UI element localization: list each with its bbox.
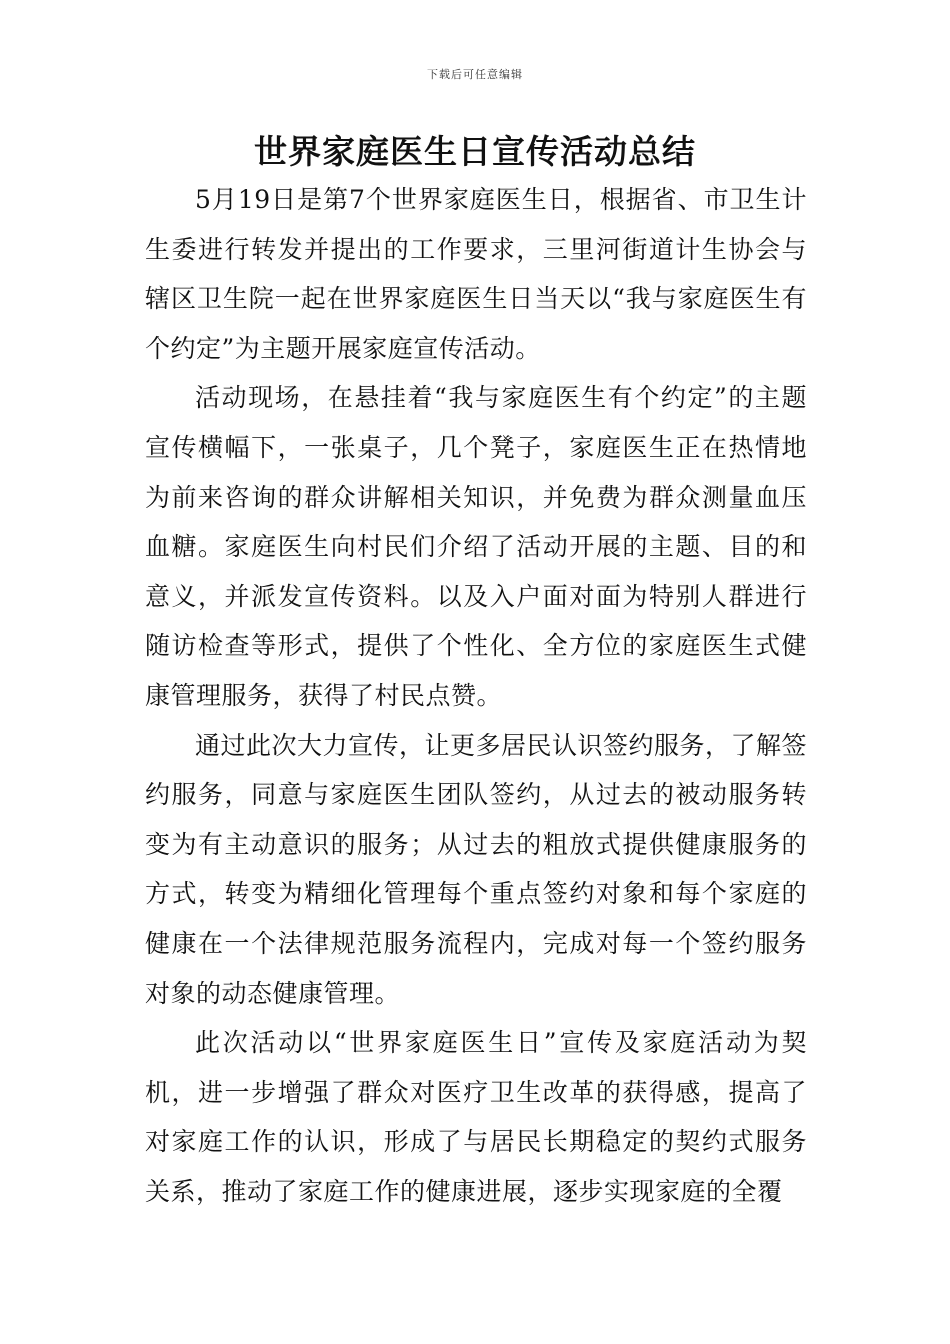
paragraph-2: 活动现场，在悬挂着“我与家庭医生有个约定”的主题宣传横幅下，一张桌子，几个凳子，家庭医生正在热情地为前来咨询的群众讲解相关知识，并免费为群众测量血压血糖。家庭医生向村民们介绍了活动开展的主题、目的和意义，并派发宣传资料。以及入户面对面为特别人群进行随访检查等形式，提供了个性化、全方位的家庭医生式健康管理服务，获得了村民点赞。 bbox=[145, 383, 807, 710]
header-note: 下载后可任意编辑 bbox=[427, 68, 523, 81]
paragraph-3: 通过此次大力宣传，让更多居民认识签约服务，了解签约服务，同意与家庭医生团队签约，从过去的被动服务转变为有主动意识的服务；从过去的粗放式提供健康服务的方式，转变为精细化管理每个重点签约对象和每个家庭的健康在一个法律规范服务流程内，完成对每一个签约服务对象的动态健康管理。 bbox=[145, 730, 808, 1008]
paragraph-1: 5月19日是第7个世界家庭医生日，根据省、市卫生计生委进行转发并提出的工作要求，三里河街道计生协会与辖区卫生院一起在世界家庭医生日当天以“我与家庭医生有个约定”为主题开展家庭宣传活动。 bbox=[145, 185, 807, 363]
document-body bbox=[145, 175, 807, 1216]
document-title: 世界家庭医生日宣传活动总结 bbox=[254, 132, 696, 171]
paragraph-4: 此次活动以“世界家庭医生日”宣传及家庭活动为契机，进一步增强了群众对医疗卫生改革的获得感，提高了对家庭工作的认识，形成了与居民长期稳定的契约式服务关系，推动了家庭工作的健康进展，逐步实现家庭的全覆 bbox=[145, 1028, 807, 1206]
